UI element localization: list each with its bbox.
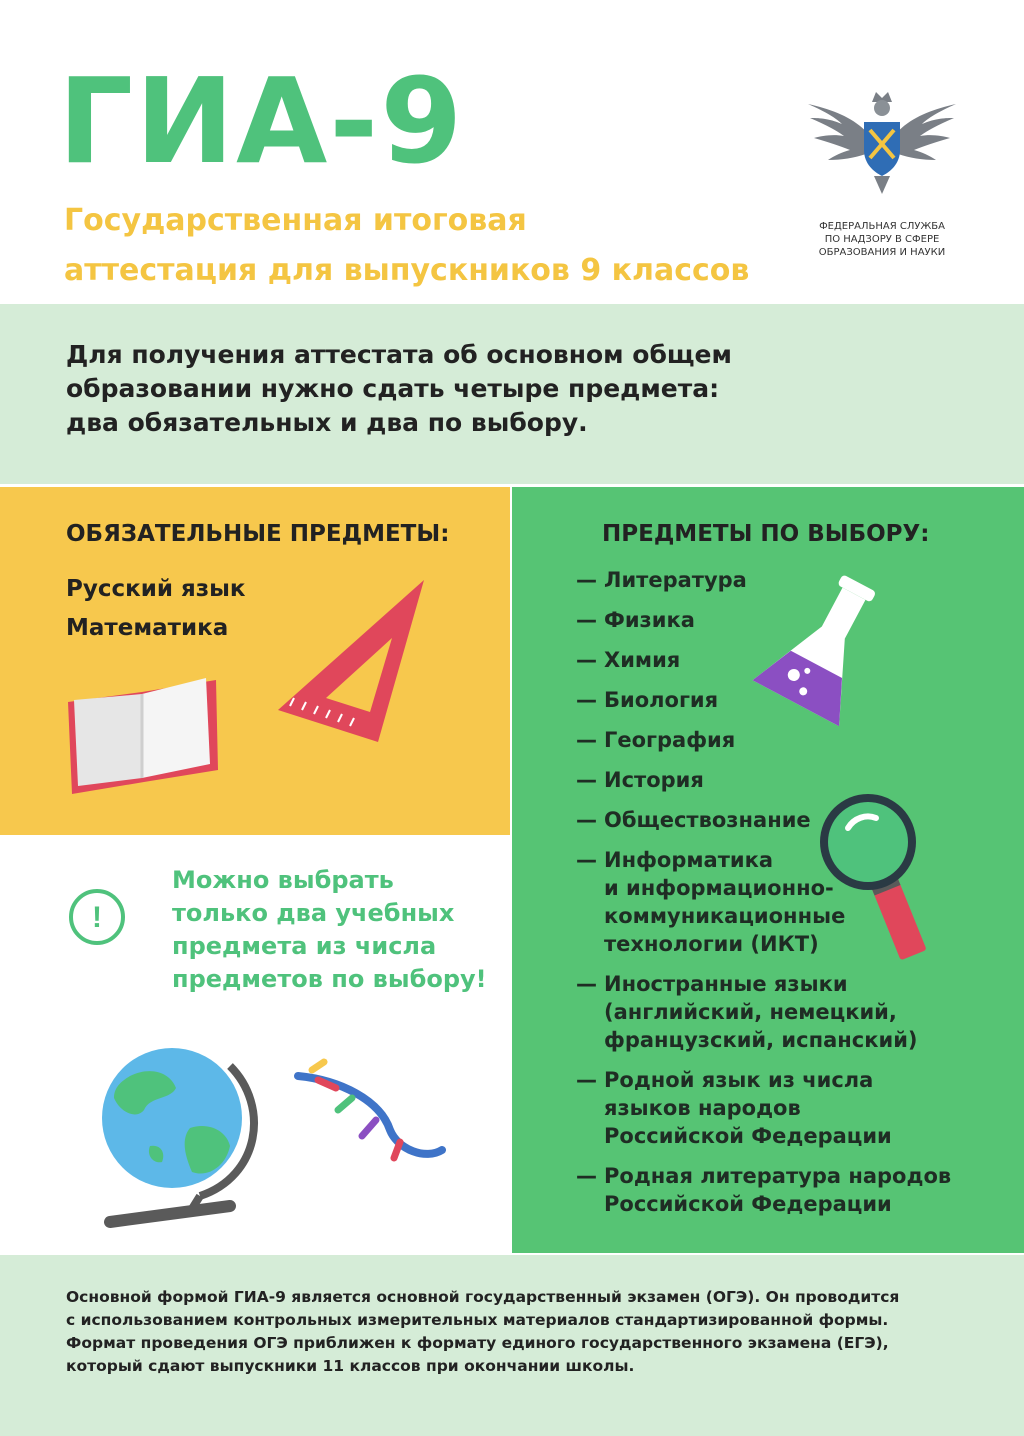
list-item-line: Российской Федерации xyxy=(604,1124,892,1148)
list-item xyxy=(576,970,996,1054)
exclamation-symbol: ! xyxy=(92,901,102,934)
list-item: Математика xyxy=(66,615,229,641)
logo-caption-line: ПО НАДЗОРУ В СФЕРЕ xyxy=(824,234,940,245)
notice-line: предмета из числа xyxy=(172,932,437,960)
footer-line: который сдают выпускники 11 классов при окончании школы. xyxy=(66,1357,635,1375)
footer-text xyxy=(66,1286,966,1378)
mandatory-heading: ОБЯЗАТЕЛЬНЫЕ ПРЕДМЕТЫ: xyxy=(66,521,450,547)
globe-icon xyxy=(80,1036,276,1232)
list-dash: — xyxy=(576,568,597,592)
flask-icon xyxy=(744,570,886,726)
list-item xyxy=(576,766,996,794)
list-dash: — xyxy=(576,1068,597,1092)
list-item-line: Родной язык из числа xyxy=(604,1068,874,1092)
list-item-line: Биология xyxy=(604,688,719,712)
elective-heading: ПРЕДМЕТЫ ПО ВЫБОРУ: xyxy=(602,521,930,547)
footer-line: Формат проведения ОГЭ приближен к формату единого государственного экзамена (ЕГЭ), xyxy=(66,1334,889,1352)
list-item-line: Российской Федерации xyxy=(604,1192,892,1216)
logo-caption-line: ФЕДЕРАЛЬНАЯ СЛУЖБА xyxy=(819,221,945,232)
list-item-line: Иностранные языки xyxy=(604,972,848,996)
list-item-line: и информационно- xyxy=(604,876,834,900)
intro-line: два обязательных и два по выбору. xyxy=(66,408,588,437)
intro-line: Для получения аттестата об основном общем xyxy=(66,340,732,369)
list-item: Русский язык xyxy=(66,576,246,602)
subtitle-line: Государственная итоговая xyxy=(64,203,527,238)
list-item-line: Литература xyxy=(604,568,747,592)
list-item-line: технологии (ИКТ) xyxy=(604,932,819,956)
list-item xyxy=(576,1162,996,1218)
list-item-line: Физика xyxy=(604,608,695,632)
list-dash: — xyxy=(576,608,597,632)
notice-line: только два учебных xyxy=(172,899,455,927)
list-dash: — xyxy=(576,972,597,996)
list-item-line: География xyxy=(604,728,736,752)
list-item-line: Родная литература народов xyxy=(604,1164,952,1188)
subtitle-line: аттестация для выпускников 9 классов xyxy=(64,253,750,288)
triangle-ruler-icon xyxy=(276,578,428,744)
page-title: ГИА-9 xyxy=(58,52,465,190)
exclamation-icon xyxy=(68,888,126,946)
magnifier-icon xyxy=(818,792,958,974)
notice-line: предметов по выбору! xyxy=(172,965,487,993)
book-icon xyxy=(62,672,222,798)
list-dash: — xyxy=(576,808,597,832)
list-item-line: языков народов xyxy=(604,1096,801,1120)
list-dash: — xyxy=(576,1164,597,1188)
list-dash: — xyxy=(576,728,597,752)
mandatory-subjects-list xyxy=(66,570,246,648)
logo-caption-line: ОБРАЗОВАНИЯ И НАУКИ xyxy=(818,247,946,258)
logo-caption xyxy=(800,220,964,259)
list-item-line: (английский, немецкий, xyxy=(604,1000,897,1024)
list-dash: — xyxy=(576,848,597,872)
list-item-line: Химия xyxy=(604,648,681,672)
intro-line: образовании нужно сдать четыре предмета: xyxy=(66,374,720,403)
list-dash: — xyxy=(576,768,597,792)
list-dash: — xyxy=(576,688,597,712)
list-item-line: Информатика xyxy=(604,848,774,872)
footer-line: с использованием контрольных измерительных материалов стандартизированной формы. xyxy=(66,1311,889,1329)
list-item-line: Обществознание xyxy=(604,808,811,832)
list-item-line: коммуникационные xyxy=(604,904,846,928)
list-dash: — xyxy=(576,648,597,672)
notice-text xyxy=(172,864,492,996)
page-subtitle xyxy=(64,196,804,296)
list-item xyxy=(576,726,996,754)
footer-line: Основной формой ГИА-9 является основной государственный экзамен (ОГЭ). Он проводится xyxy=(66,1288,900,1306)
dna-icon xyxy=(290,1040,448,1196)
intro-text xyxy=(66,338,826,440)
notice-line: Можно выбрать xyxy=(172,866,394,894)
list-item xyxy=(576,1066,996,1150)
list-item-line: История xyxy=(604,768,704,792)
eagle-emblem-icon xyxy=(806,88,958,198)
list-item-line: французский, испанский) xyxy=(604,1028,918,1052)
